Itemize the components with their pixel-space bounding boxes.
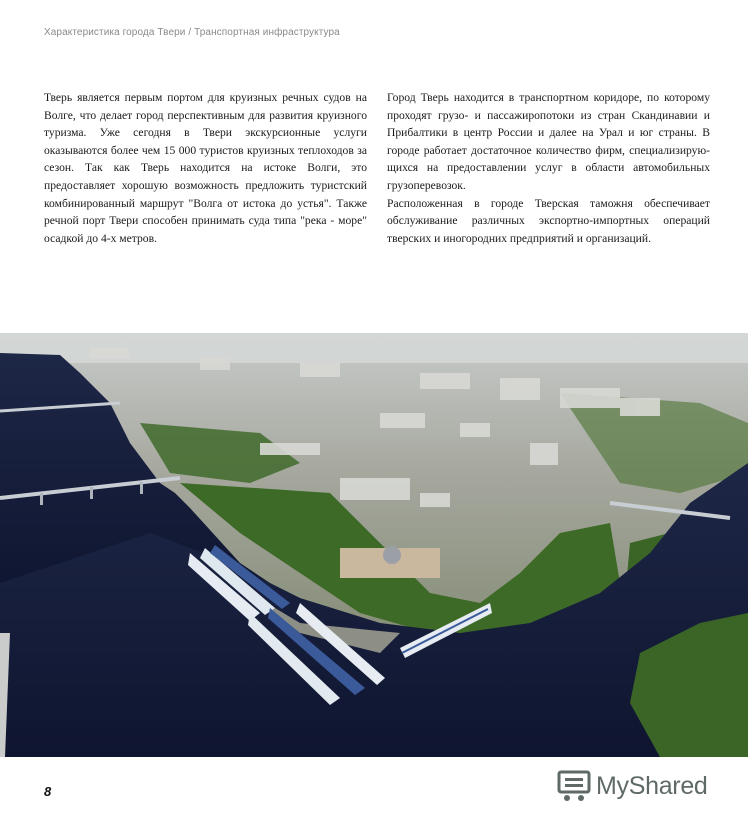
myshared-logo[interactable] <box>556 768 708 804</box>
breadcrumb: Характеристика города Твери / Транспортная инфраструктура <box>44 27 340 38</box>
page-number: 8 <box>44 784 52 799</box>
aerial-city-photo <box>0 333 748 757</box>
transport-corridor-paragraph: Город Тверь находится в транспортном коридоре, по которому проходят грузо- и пассажиропотоки из стран Скандинавии и Прибалтики в центр России и далее на Урал и юг страны. В городе работает достаточное количество фирм, специализирую-щихся на предоставлении услуг в области автомобильных грузоперевозок. <box>387 91 710 192</box>
cart-icon <box>556 768 592 804</box>
text-column-right <box>387 89 710 247</box>
port-paragraph: Тверь является первым портом для круизных речных судов на Волге, что делает город перспективным для развития круизного туризма. Уже сегодня в Твери экскурсионные услуги оказываются более чем 15 000 туристов круизных теплоходов за сезон. Так как Тверь находится на истоке Волги, это предоставляет хорошую возможность предложить туристский комбинированный маршрут "Волга от истока до устья". Также речной порт Твери способен принимать суда типа "река - море" осадкой до 4-х метров. <box>44 91 367 245</box>
customs-paragraph: Расположенная в городе Тверская таможня обеспечивает обслуживание различных экспортно-импортных операций тверских и иногородних предприятий и организаций. <box>387 196 710 245</box>
logo-text: MyShared <box>596 771 708 800</box>
text-column-left <box>44 89 367 247</box>
